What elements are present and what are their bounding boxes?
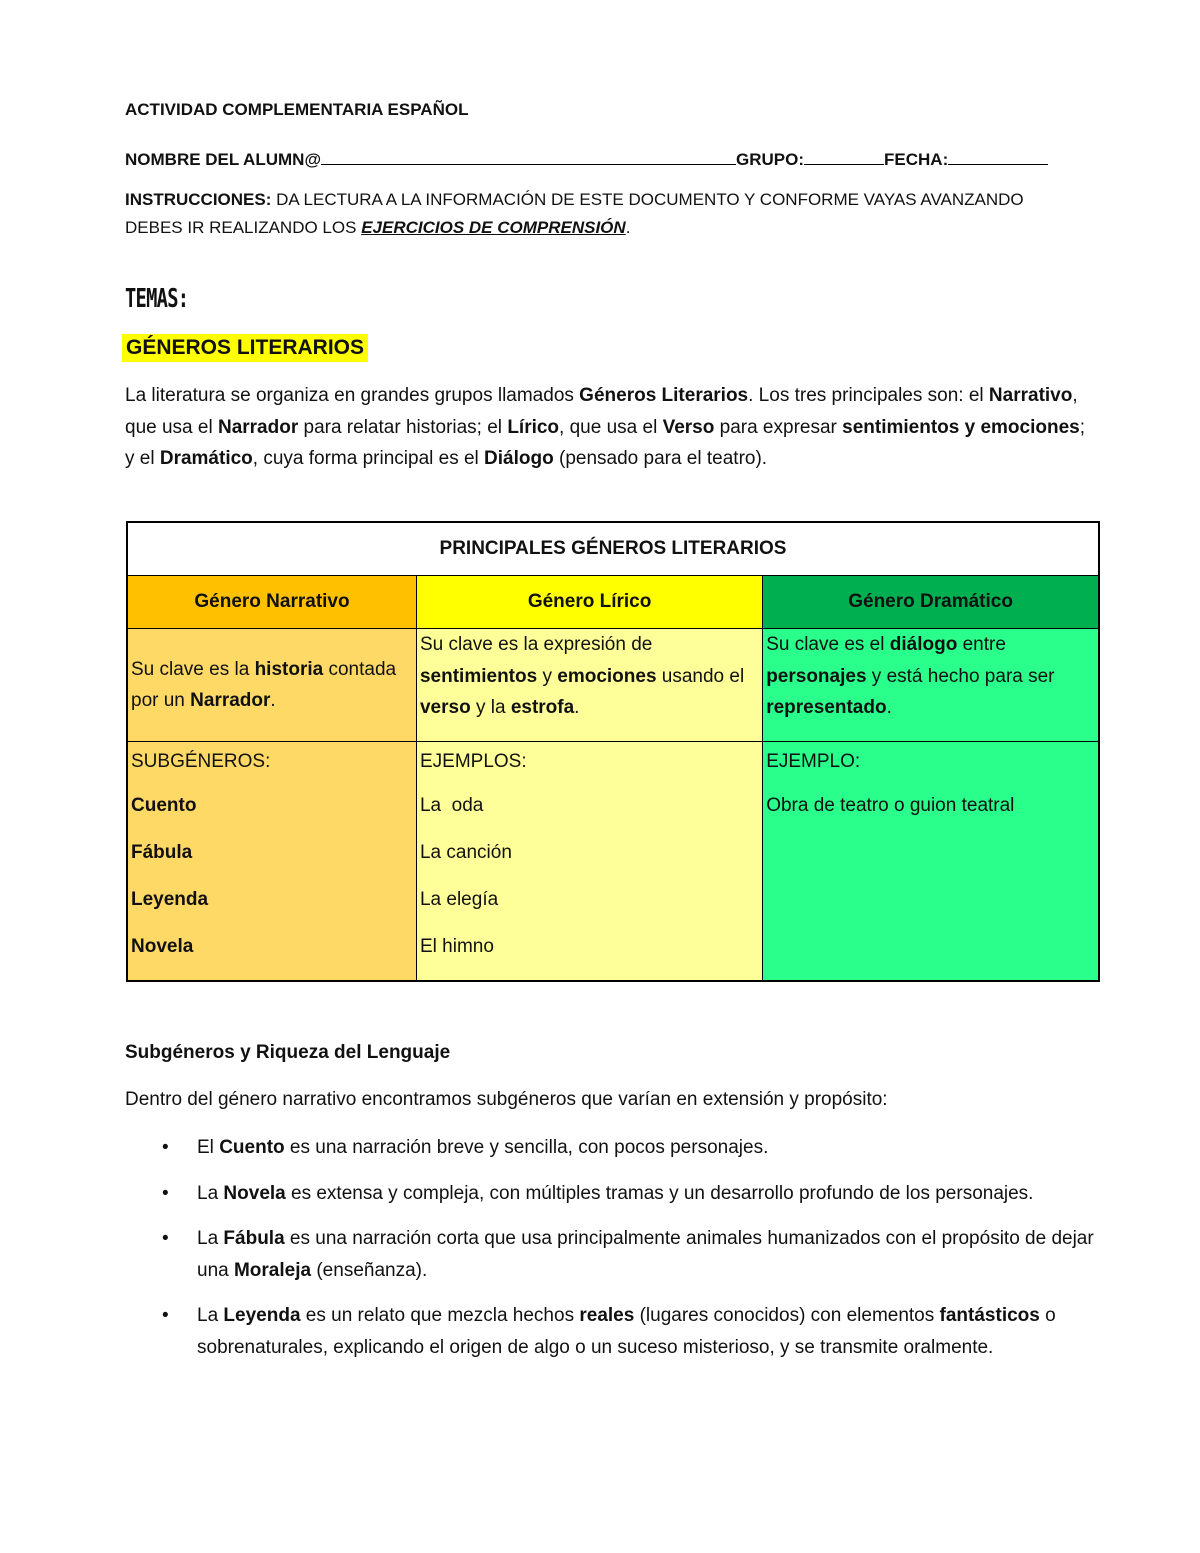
subgenres-list (125, 1132, 1100, 1377)
instructions-label: INSTRUCCIONES: (125, 190, 272, 209)
narrativo-subgenres (127, 742, 416, 982)
list-item: • La Novela es extensa y compleja, con múltiples tramas y un desarrollo profundo de los personajes. (125, 1178, 1100, 1210)
genres-table (126, 521, 1100, 982)
list-item: La oda (419, 795, 484, 816)
list-item: Novela (131, 936, 194, 957)
list-item: Obra de teatro o guion teatral (766, 795, 1015, 816)
narrativo-description: Su clave es la historia contada por un Narrador. (127, 629, 416, 742)
bullet-icon: • (162, 1137, 169, 1158)
list-item: La elegía (419, 889, 499, 910)
bullet-icon: • (162, 1228, 169, 1249)
group-label: GRUPO: (736, 150, 805, 169)
header-lirico: Género Lírico (416, 576, 762, 629)
student-info-line (125, 146, 1048, 170)
instructions: INSTRUCCIONES: DA LECTURA A LA INFORMACIÓN DE ESTE DOCUMENTO Y CONFORME VAYAS AVANZANDO DEBES IR REALIZANDO LOS EJERCICIOS DE COMPRENSIÓN. (125, 190, 1024, 237)
lirico-description: Su clave es la expresión de sentimientos y emociones usando el verso y la estrofa. (416, 629, 762, 742)
list-item: • El Cuento es una narración breve y sencilla, con pocos personajes. (125, 1132, 1100, 1164)
section-title: GÉNEROS LITERARIOS (122, 334, 368, 362)
list-item: Leyenda (131, 889, 209, 910)
temas-heading: TEMAS: (125, 284, 189, 314)
header-dramatico: Género Dramático (763, 576, 1099, 629)
list-label: EJEMPLO: (766, 751, 861, 772)
bullet-icon: • (162, 1182, 169, 1204)
list-label: EJEMPLOS: (419, 751, 527, 772)
dramatico-example (763, 742, 1099, 982)
header-narrativo: Género Narrativo (127, 576, 416, 629)
group-blank[interactable] (804, 146, 884, 165)
list-item: El himno (419, 936, 494, 957)
date-blank[interactable] (948, 146, 1048, 165)
intro-paragraph: La literatura se organiza en grandes grupos llamados Géneros Literarios. Los tres principales son: el Narrativo, que usa el Narrador para relatar historias; el Lírico, que usa el Verso para expresar sentimientos y emociones; y el Dramático, cuya forma principal es el Diálogo (pensado para el teatro). (125, 385, 1085, 469)
lirico-examples (416, 742, 762, 982)
list-item: • La Fábula es una narración corta que usa principalmente animales humanizados con el propósito de dejar una Moraleja (enseñanza). (125, 1223, 1100, 1286)
list-label: SUBGÉNEROS: (131, 751, 271, 772)
subgenres-intro: Dentro del género narrativo encontramos subgéneros que varían en extensión y propósito: (125, 1089, 888, 1110)
dramatico-description: Su clave es el diálogo entre personajes y está hecho para ser representado. (763, 629, 1099, 742)
subgenres-title: Subgéneros y Riqueza del Lenguaje (125, 1042, 451, 1063)
date-label: FECHA: (884, 150, 949, 169)
list-item: Cuento (131, 795, 197, 816)
list-item: • La Leyenda es un relato que mezcla hechos reales (lugares conocidos) con elementos fantásticos o sobrenaturales, explicando el origen de algo o un suceso misterioso, y se transmite oralmente. (125, 1300, 1100, 1363)
exercises-emphasis: EJERCICIOS DE COMPRENSIÓN (361, 218, 626, 237)
name-blank[interactable] (321, 146, 736, 165)
table-caption: PRINCIPALES GÉNEROS LITERARIOS (127, 522, 1099, 576)
list-item: La canción (419, 842, 512, 863)
bullet-icon: • (162, 1305, 169, 1326)
document-title: ACTIVIDAD COMPLEMENTARIA ESPAÑOL (125, 100, 469, 119)
name-label: NOMBRE DEL ALUMN@ (125, 150, 322, 169)
list-item: Fábula (131, 842, 193, 863)
